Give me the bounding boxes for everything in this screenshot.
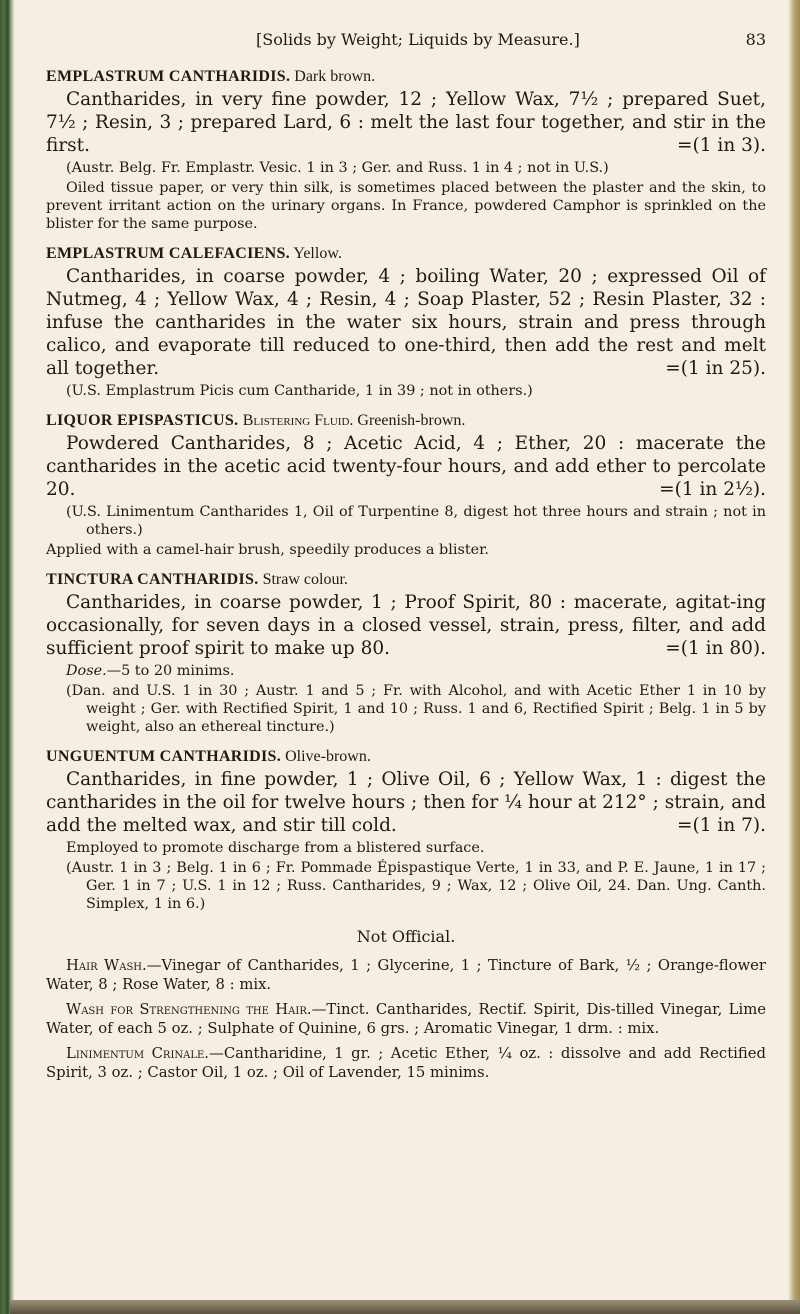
entry-note: Employed to promote discharge from a blistered surface. [66, 840, 485, 856]
page-content [46, 68, 766, 1088]
entry-description: Yellow. [289, 245, 342, 262]
entry-alt-name: Blistering Fluid. [242, 412, 354, 429]
item-name: Hair Wash. [66, 957, 147, 974]
entry-note: (Dan. and U.S. 1 in 30 ; Austr. 1 and 5 ; Fr. with Alcohol, and with Acetic Ether 1 in 10 by weight ; Ger. with Rectified Spirit, 1 and 10 ; Russ. 1 and 6, Rectified Spirit ; Belg. 1 in 5 by weight, also an ethereal tincture.) [66, 683, 766, 735]
entry-description: Greenish-brown. [353, 412, 466, 429]
entry-unguentum-cantharidis [46, 748, 766, 913]
entry-recipe: Cantharides, in very fine powder, 12 ; Yellow Wax, 7½ ; prepared Suet, 7½ ; Resin, 3 ; prepared Lard, 6 : melt the last four together, and stir in the first. [46, 89, 766, 156]
entry-note: (U.S. Linimentum Cantharides 1, Oil of Turpentine 8, digest hot three hours and strain ; not in others.) [66, 504, 766, 538]
entry-liquor-epispasticus [46, 412, 766, 559]
page-number: 83 [745, 30, 766, 49]
page-bottom-edge [10, 1300, 800, 1314]
entry-ratio: =(1 in 3). [677, 135, 766, 156]
page-right-edge [788, 0, 800, 1314]
item-text: —Cantharidine, 1 gr. ; Acetic Ether, ¼ oz. : dissolve and add Rectified Spirit, 3 oz. ; Castor Oil, 1 oz. ; Oil of Lavender, 15 minims. [46, 1045, 766, 1081]
entry-note: Applied with a camel-hair brush, speedily produces a blister. [46, 542, 490, 558]
entry-description: Olive-brown. [281, 748, 371, 765]
entry-heading: EMPLASTRUM CALEFACIENS. [46, 245, 290, 262]
entry-heading: UNGUENTUM CANTHARIDIS. [46, 748, 282, 765]
entry-note: (Austr. Belg. Fr. Emplastr. Vesic. 1 in 3 ; Ger. and Russ. 1 in 4 ; not in U.S.) [66, 160, 609, 176]
entry-ratio: =(1 in 25). [665, 358, 766, 379]
entry-recipe: Cantharides, in fine powder, 1 ; Olive Oil, 6 ; Yellow Wax, 1 : digest the cantharides in the oil for twelve hours ; then for ¼ hour at 212° ; strain, and add the melted wax, and stir till cold. [46, 769, 766, 836]
entry-ratio: =(1 in 80). [665, 638, 766, 659]
item-text: —Tinct. Cantharides, Rectif. Spirit, Dis-tilled Vinegar, Lime Water, of each 5 oz. ; Sulphate of Quinine, 6 grs. ; Aromatic Vinegar, 1 drm. : mix. [46, 1001, 767, 1037]
item-name: Linimentum Crinale. [66, 1045, 210, 1062]
entry-description: Dark brown. [290, 68, 376, 85]
entry-emplastrum-calefaciens [46, 245, 766, 400]
entry-note: (U.S. Emplastrum Picis cum Cantharide, 1 in 39 ; not in others.) [66, 383, 533, 399]
running-head [46, 30, 766, 54]
entry-recipe: Powdered Cantharides, 8 ; Acetic Acid, 4 ; Ether, 20 : macerate the cantharides in the acetic acid twenty-four hours, and add ether to percolate 20. [46, 433, 766, 500]
entry-description: Straw colour. [258, 571, 348, 588]
entry-heading: EMPLASTRUM CANTHARIDIS. [46, 68, 291, 85]
item-name: Wash for Strengthening the Hair. [66, 1001, 312, 1018]
entry-ratio: =(1 in 2½). [659, 479, 766, 500]
item-text: —Vinegar of Cantharides, 1 ; Glycerine, 1 ; Tincture of Bark, ½ ; Orange-flower Water, 8 ; Rose Water, 8 : mix. [46, 957, 766, 993]
entry-emplastrum-cantharidis [46, 68, 766, 233]
running-head-title: [Solids by Weight; Liquids by Measure.] [256, 30, 580, 49]
entry-note: Oiled tissue paper, or very thin silk, is sometimes placed between the plaster and the skin, to prevent irritant action on the urinary organs. In France, powdered Camphor is sprinkled on the blister for the same purpose. [46, 180, 766, 232]
not-official-item [46, 1044, 766, 1082]
not-official-item [46, 956, 766, 994]
entry-ratio: =(1 in 7). [677, 815, 766, 836]
entry-recipe: Cantharides, in coarse powder, 1 ; Proof Spirit, 80 : macerate, agitat-ing occasionally, for seven days in a closed vessel, strain, press, filter, and add sufficient proof spirit to make up 80. [46, 592, 766, 659]
entry-heading: LIQUOR EPISPASTICUS. [46, 412, 239, 429]
entry-note: (Austr. 1 in 3 ; Belg. 1 in 6 ; Fr. Pommade Épispastique Verte, 1 in 33, and P. E. Jaune, 1 in 17 ; Ger. 1 in 7 ; U.S. 1 in 12 ; Russ. Cantharides, 9 ; Wax, 12 ; Olive Oil, 24. Dan. Ung. Canth. Simplex, 1 in 6.) [66, 860, 766, 912]
book-binding-edge [0, 0, 14, 1314]
not-official-item [46, 1000, 766, 1038]
entry-heading: TINCTURA CANTHARIDIS. [46, 571, 259, 588]
not-official-title: Not Official. [356, 927, 456, 946]
entry-recipe: Cantharides, in coarse powder, 4 ; boiling Water, 20 ; expressed Oil of Nutmeg, 4 ; Yellow Wax, 4 ; Resin, 4 ; Soap Plaster, 52 ; Resin Plaster, 32 : infuse the cantharides in the water six hours, strain and press through calico, and evaporate till reduced to one-third, then add the rest and melt all together. [46, 266, 766, 379]
dose-label: Dose. [66, 663, 107, 679]
entry-tinctura-cantharidis [46, 571, 766, 736]
dose-value: —5 to 20 minims. [106, 663, 235, 679]
